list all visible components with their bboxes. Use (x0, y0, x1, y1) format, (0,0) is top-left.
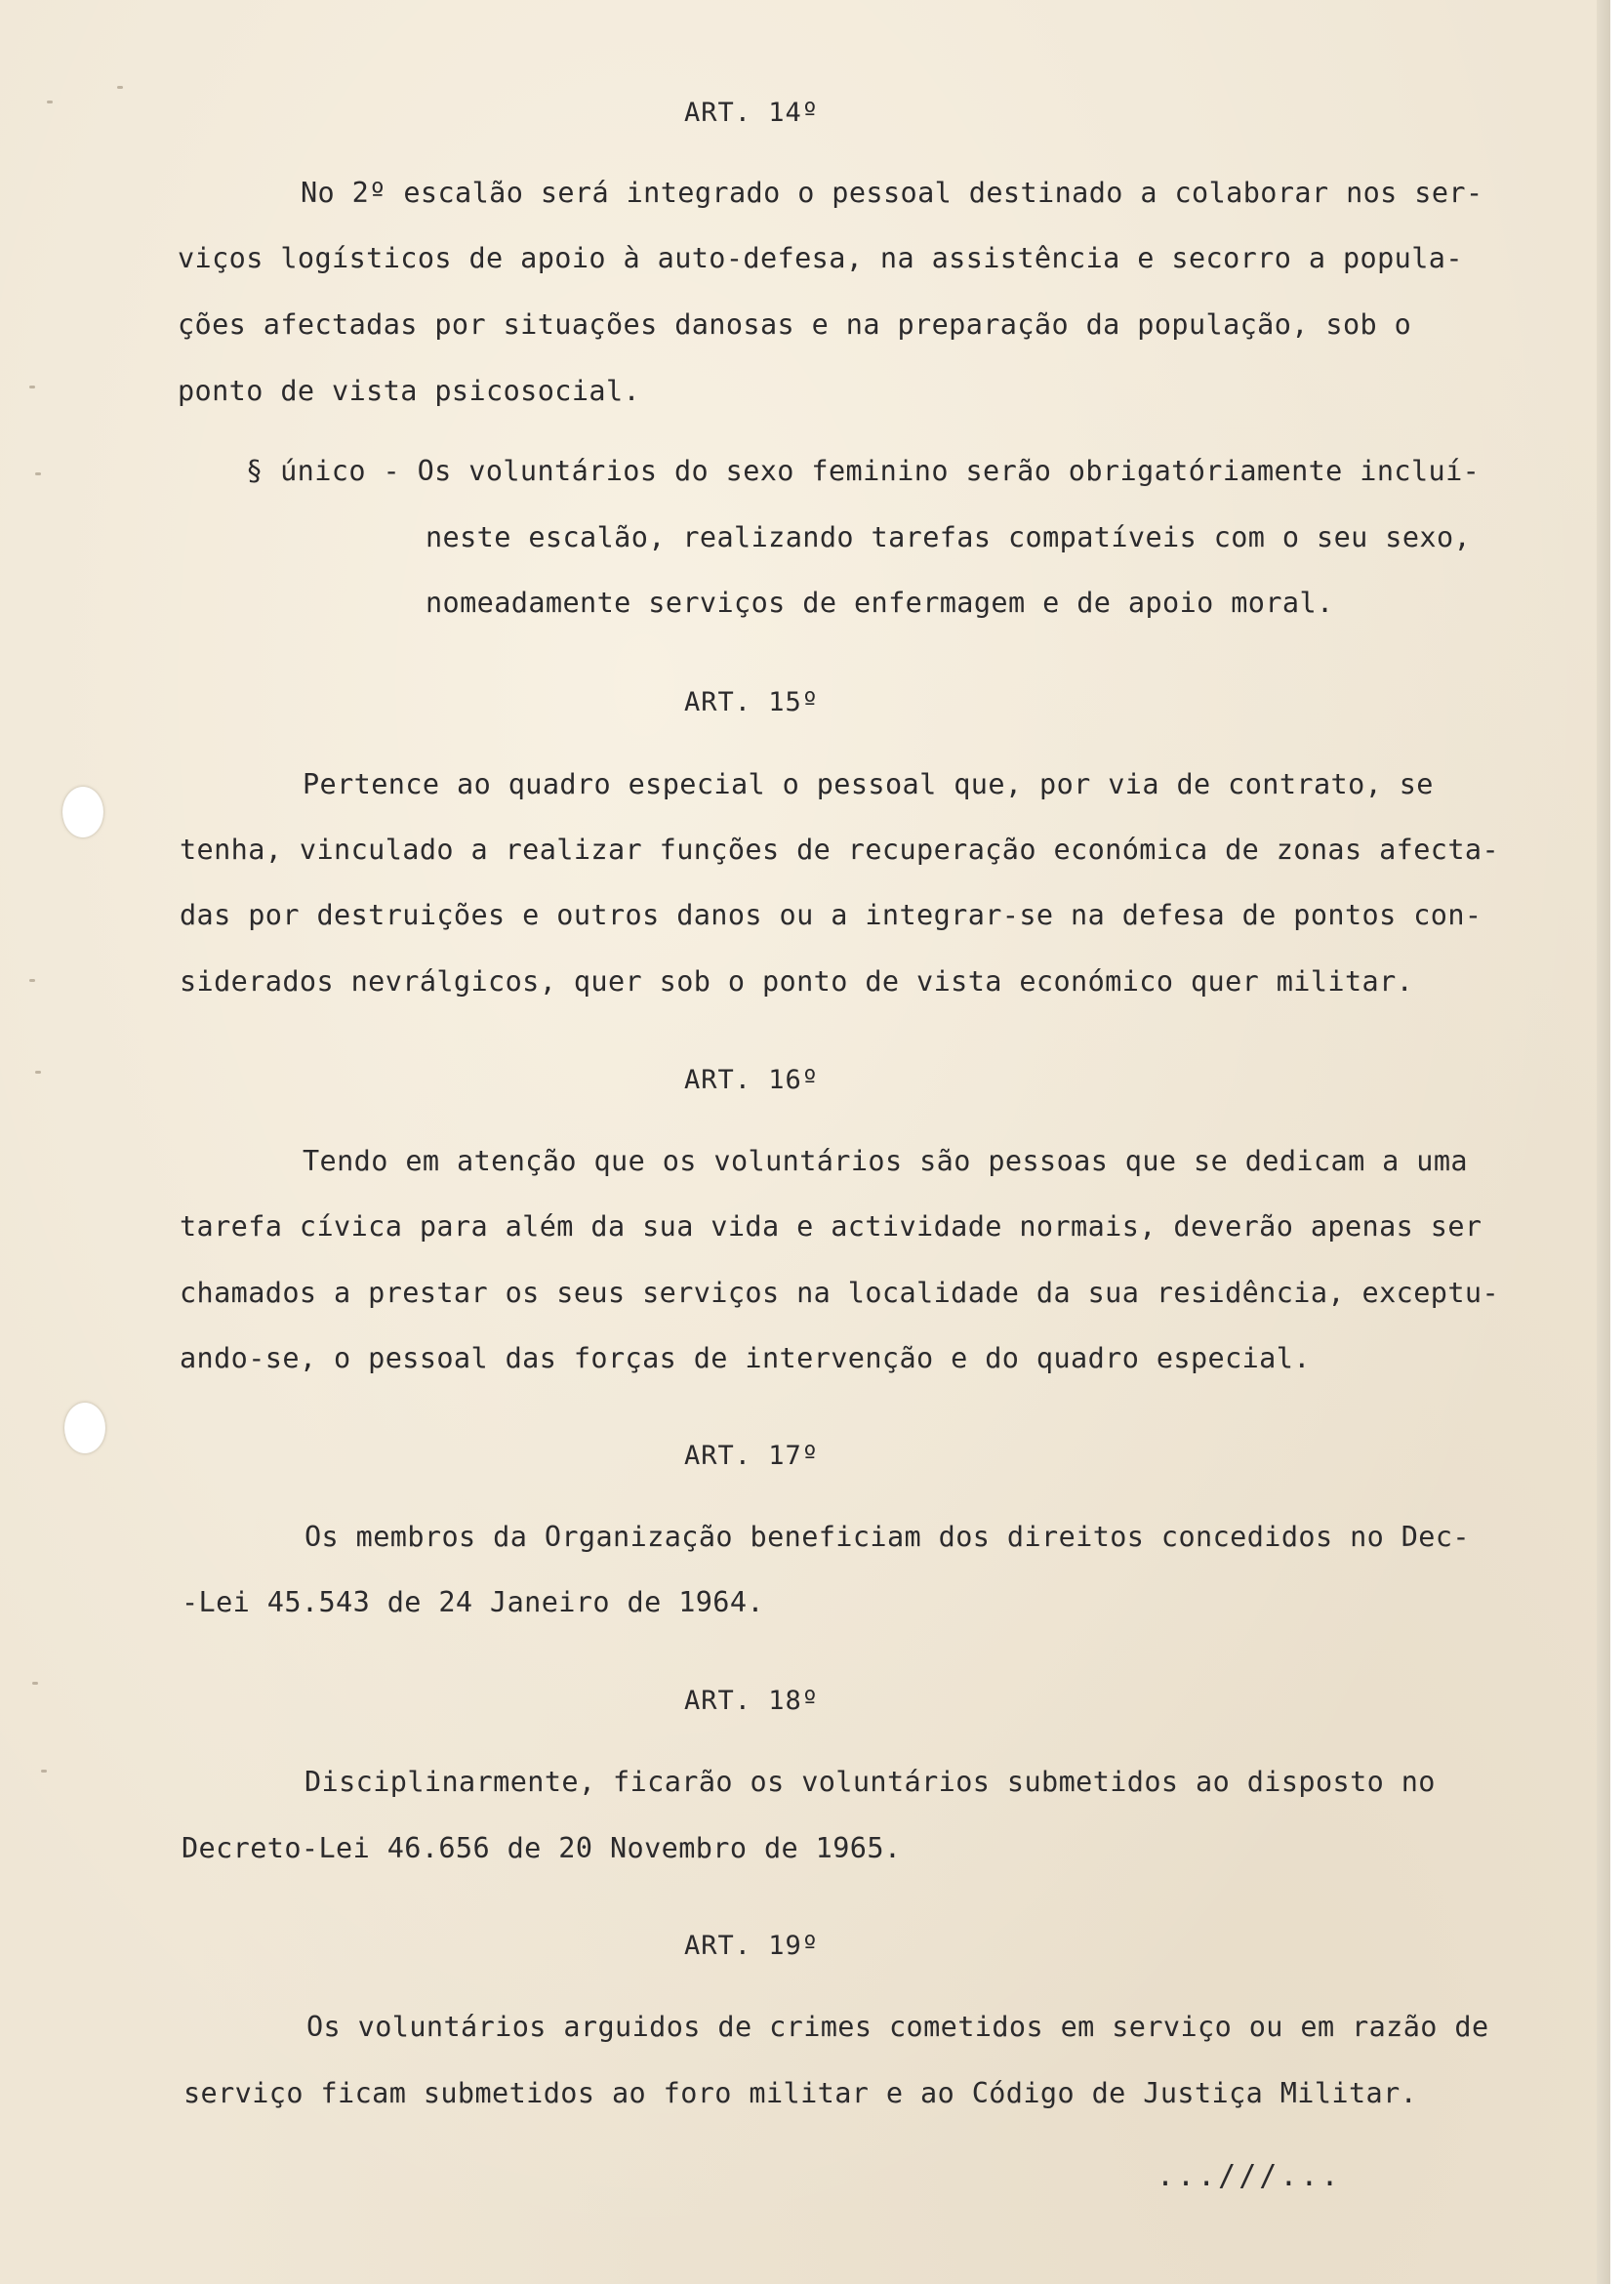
paper-speck (29, 979, 35, 982)
paper-speck (35, 472, 41, 475)
paper-speck (117, 86, 123, 89)
article-15-line-3: das por destruições e outros danos ou a integrar-se na defesa de pontos con- (180, 899, 1482, 931)
article-14-paragraph-line-2: neste escalão, realizando tarefas compatíveis com o seu sexo, (426, 521, 1472, 553)
article-heading-19: ART. 19º (683, 1931, 820, 1961)
article-14-line-2: viços logísticos de apoio à auto-defesa, na assistência e secorro a popula- (178, 242, 1463, 274)
punch-hole (62, 787, 103, 837)
article-16-line-2: tarefa cívica para além da sua vida e actividade normais, deverão apenas ser (180, 1210, 1482, 1243)
article-15-line-4: siderados nevrálgicos, quer sob o ponto de vista económico quer militar. (180, 965, 1414, 998)
paper-speck (29, 386, 35, 388)
article-18-line-1: Disciplinarmente, ficarão os voluntários submetidos ao disposto no (304, 1766, 1436, 1798)
page-edge (1597, 0, 1610, 2284)
article-heading-15: ART. 15º (683, 687, 820, 717)
article-heading-17: ART. 17º (683, 1441, 820, 1471)
continuation-mark: ...///... (1157, 2159, 1342, 2193)
article-14-paragraph-line-3: nomeadamente serviços de enfermagem e de apoio moral. (426, 587, 1334, 619)
article-heading-18: ART. 18º (683, 1686, 820, 1716)
article-14-line-3: ções afectadas por situações danosas e na preparação da população, sob o (178, 308, 1412, 341)
article-14-line-4: ponto de vista psicosocial. (178, 375, 641, 407)
article-19-line-2: serviço ficam submetidos ao foro militar e ao Código de Justiça Militar. (183, 2077, 1418, 2109)
article-15-line-2: tenha, vinculado a realizar funções de recuperação económica de zonas afecta- (180, 834, 1499, 866)
article-16-line-1: Tendo em atenção que os voluntários são pessoas que se dedicam a uma (303, 1145, 1468, 1177)
article-16-line-4: ando-se, o pessoal das forças de intervenção e do quadro especial. (180, 1342, 1311, 1374)
paper-speck (41, 1770, 47, 1773)
article-16-line-3: chamados a prestar os seus serviços na localidade da sua residência, exceptu- (180, 1277, 1499, 1309)
article-14-paragraph-line-1: § único - Os voluntários do sexo feminino serão obrigatóriamente incluí- (246, 455, 1481, 487)
article-18-line-2: Decreto-Lei 46.656 de 20 Novembro de 1965. (182, 1832, 902, 1864)
article-17-line-2: -Lei 45.543 de 24 Janeiro de 1964. (182, 1586, 764, 1618)
article-14-line-1: No 2º escalão será integrado o pessoal destinado a colaborar nos ser- (301, 177, 1483, 209)
article-15-line-1: Pertence ao quadro especial o pessoal que, por via de contrato, se (303, 768, 1434, 800)
article-17-line-1: Os membros da Organização beneficiam dos direitos concedidos no Dec- (304, 1521, 1470, 1553)
article-heading-16: ART. 16º (683, 1065, 820, 1095)
article-19-line-1: Os voluntários arguidos de crimes cometidos em serviço ou em razão de (306, 2011, 1489, 2043)
paper-speck (32, 1682, 38, 1685)
article-heading-14: ART. 14º (683, 98, 820, 128)
